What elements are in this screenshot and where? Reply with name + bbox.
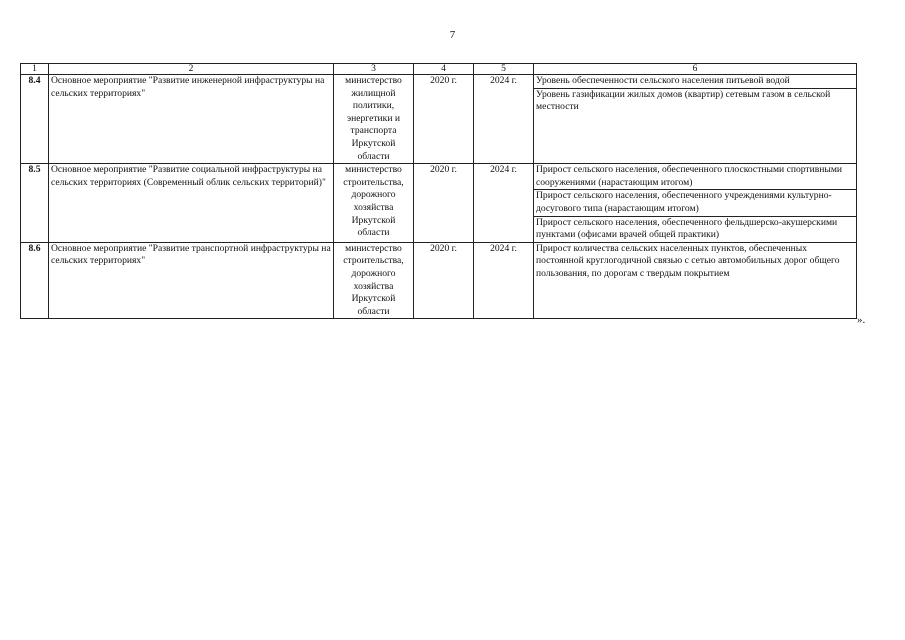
- indicators: [534, 242, 857, 319]
- executor: [334, 242, 414, 319]
- measure-title: Основное мероприятие "Развитие транспортной инфраструктуры на сельских территориях": [49, 242, 334, 319]
- row-number: 8.6: [21, 242, 49, 319]
- indicator: Уровень газификации жилых домов (квартир) сетевым газом в сельской местности: [536, 88, 831, 113]
- start-year: 2020 г.: [414, 164, 474, 243]
- executor-line: транспорта: [350, 125, 397, 137]
- executor-line: области: [357, 305, 390, 317]
- end-year: 2024 г.: [474, 164, 534, 243]
- table-row: [21, 242, 857, 319]
- row-number: 8.5: [21, 164, 49, 243]
- indicators: [534, 75, 857, 164]
- executor-line: хозяйства: [353, 280, 394, 292]
- header-row: [21, 64, 857, 75]
- indicator: Прирост сельского населения, обеспеченного фельдшерско-акушерскими пунктами (офисами врачей общей практики): [536, 216, 838, 241]
- header-cell-2: 2: [49, 64, 334, 75]
- executor-line: энергетики и: [346, 112, 401, 124]
- row-number: 8.4: [21, 75, 49, 164]
- executor-line: Иркутской: [351, 214, 396, 226]
- start-year: 2020 г.: [414, 242, 474, 319]
- end-year: 2024 г.: [474, 242, 534, 319]
- measures-table: [20, 63, 857, 319]
- indicator: Прирост сельского населения, обеспеченного плоскостными спортивными сооружениями (нарастающим итогом): [534, 164, 856, 190]
- table-row: [21, 164, 857, 243]
- header-cell-4: 4: [414, 64, 474, 75]
- table-row: [21, 75, 857, 164]
- header-cell-3: 3: [334, 64, 414, 75]
- closing-quote: ».: [857, 314, 866, 326]
- measure-title: Основное мероприятие "Развитие социальной инфраструктуры на сельских территориях (Современный облик сельских территорий)": [49, 164, 334, 243]
- executor-line: министерство: [345, 242, 402, 254]
- executor-line: дорожного: [351, 189, 396, 201]
- indicator: Прирост сельского населения, обеспеченного учреждениями культурно-досугового типа (нарастающим итогом): [534, 190, 856, 216]
- executor-line: Иркутской: [351, 137, 396, 149]
- page-number: 7: [449, 29, 456, 41]
- executor-line: строительства,: [343, 176, 404, 188]
- indicator: Уровень обеспеченности сельского населения питьевой водой: [534, 75, 856, 89]
- executor-line: области: [357, 227, 390, 239]
- executor-line: строительства,: [343, 255, 404, 267]
- header-cell-5: 5: [474, 64, 534, 75]
- executor: [334, 75, 414, 164]
- executor-line: области: [357, 150, 390, 162]
- start-year: 2020 г.: [414, 75, 474, 164]
- indicator: Прирост количества сельских населенных пунктов, обеспеченных постоянной круглогодичной связью с сетью автомобильных дорог общего пользования, по дорогам с твердым покрытием: [536, 242, 840, 279]
- indicators: [534, 164, 857, 243]
- executor-line: хозяйства: [353, 201, 394, 213]
- header-cell-1: 1: [21, 64, 49, 75]
- executor-line: жилищной: [351, 87, 396, 99]
- executor-line: политики,: [352, 100, 395, 112]
- header-cell-6: 6: [534, 64, 857, 75]
- executor: [334, 164, 414, 243]
- executor-line: дорожного: [351, 267, 396, 279]
- end-year: 2024 г.: [474, 75, 534, 164]
- measure-title: Основное мероприятие "Развитие инженерной инфраструктуры на сельских территориях": [49, 75, 334, 164]
- executor-line: Иркутской: [351, 293, 396, 305]
- executor-line: министерство: [345, 75, 402, 86]
- executor-line: министерство: [345, 164, 402, 176]
